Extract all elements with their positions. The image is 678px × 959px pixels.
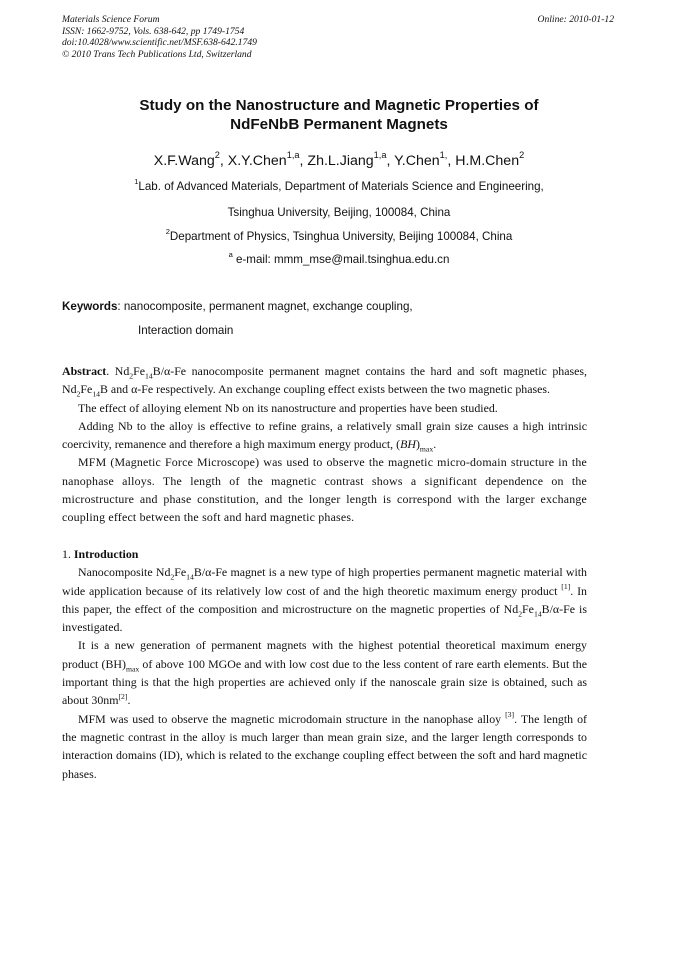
abstract-paragraph-1: Abstract. $Nd_2Fe_{14}B/\alpha-Fe$ nanocomposite permanent magnet contains the hard and soft magnetic phases, $Nd_2Fe_{14}B$ and α-Fe respectively. An exchange coupling effect exists between the two magnetic phases.: [62, 364, 587, 399]
contact-email: $^a$ e-mail: mmm_mse@mail.tsinghua.edu.cn: [228, 250, 450, 266]
intro-paragraph-3: MFM was used to observe the magnetic microdomain structure in the nanophase alloy [3]. The length of the magnetic contrast in the alloy is much larger than mean grain size, and the larger length corresponds to interaction domains (ID), which is related to the exchange coupling effect between the soft and hard magnetic phases.: [62, 709, 587, 781]
author-4: Y.Chen$^{1,}$,: [394, 150, 456, 169]
abstract-paragraph-4: MFM (Magnetic Force Microscope) was used to observe the magnetic micro-domain structure in the nanophase alloys. The length of the magnetic contrast shows a significant dependence on the microstructure and phase constitution, and the longer length is correspond with the larger exchange coupling effect between the soft and hard magnetic phases.: [62, 455, 587, 525]
author-2: X.Y.Chen$^{1,a}$,: [227, 150, 308, 169]
running-header-left: [62, 14, 257, 60]
section-heading-introduction: 1. Introduction: [62, 546, 139, 561]
keywords-line-1: Keywords: nanocomposite, permanent magnet, exchange coupling,: [62, 300, 413, 313]
abstract-paragraph-2: The effect of alloying element Nb on its nanostructure and properties have been studied.: [78, 400, 498, 415]
abstract-label: Abstract: [62, 364, 107, 378]
journal-name: Materials Science Forum: [62, 14, 160, 25]
body-text: [62, 362, 587, 783]
author-list: [62, 152, 616, 170]
keywords-label: Keywords: [62, 300, 118, 313]
citation-1: [1]: [561, 581, 571, 591]
title-line-1: Study on the Nanostructure and Magnetic Properties of: [139, 97, 539, 114]
affiliation-1-line-1: $^1$Lab. of Advanced Materials, Department of Materials Science and Engineering,: [134, 177, 544, 193]
keywords-block: [62, 300, 616, 337]
paper-title: [62, 96, 616, 134]
citation-2: [2]: [118, 691, 128, 701]
online-date: Online: 2010-01-12: [537, 14, 614, 25]
issn-line: ISSN: 1662-9752, Vols. 638-642, pp 1749-1754: [62, 25, 245, 37]
author-3: Zh.L.Jiang$^{1,a}$,: [307, 150, 395, 169]
copyright-line: © 2010 Trans Tech Publications Ltd, Switzerland: [62, 48, 252, 60]
intro-paragraph-2: It is a new generation of permanent magnets with the highest potential theoretical maximum energy product $(BH)_{max}$ of above 100 MGOe and with low cost due to the less content of rare earth elements. But the important thing is that the high properties are achieved only if the nanoscale grain size is obtained, such as about 30nm[2].: [62, 638, 587, 708]
citation-3: [3]: [505, 709, 515, 719]
intro-paragraph-1: Nanocomposite $Nd_2Fe_{14}B/\alpha-Fe$ magnet is a new type of high properties permanent magnetic material with wide application because of its relatively low cost of and the high theoretic maximum energy product [1]. In this paper, the effect of the composition and microstructure on the magnetic properties of $Nd_2Fe_{14}B/\alpha-Fe$ is investigated.: [62, 565, 587, 635]
author-5: H.M.Chen$^2$: [455, 150, 525, 169]
title-line-2: NdFeNbB Permanent Magnets: [230, 116, 448, 133]
author-1: X.F.Wang$^2$,: [153, 150, 228, 169]
affiliation-1-line-2: Tsinghua University, Beijing, 100084, China: [227, 206, 451, 219]
affiliation-2: $^2$Department of Physics, Tsinghua University, Beijing 100084, China: [165, 227, 513, 243]
keywords-line-2: Interaction domain: [138, 324, 234, 337]
doi-line: doi:10.4028/www.scientific.net/MSF.638-642.1749: [62, 37, 257, 48]
abstract-paragraph-3: Adding Nb to the alloy is effective to refine grains, a relatively small grain size causes a high intrinsic coercivity, remanence and therefore a high maximum energy product, $(BH)_{max}$.: [62, 418, 587, 454]
